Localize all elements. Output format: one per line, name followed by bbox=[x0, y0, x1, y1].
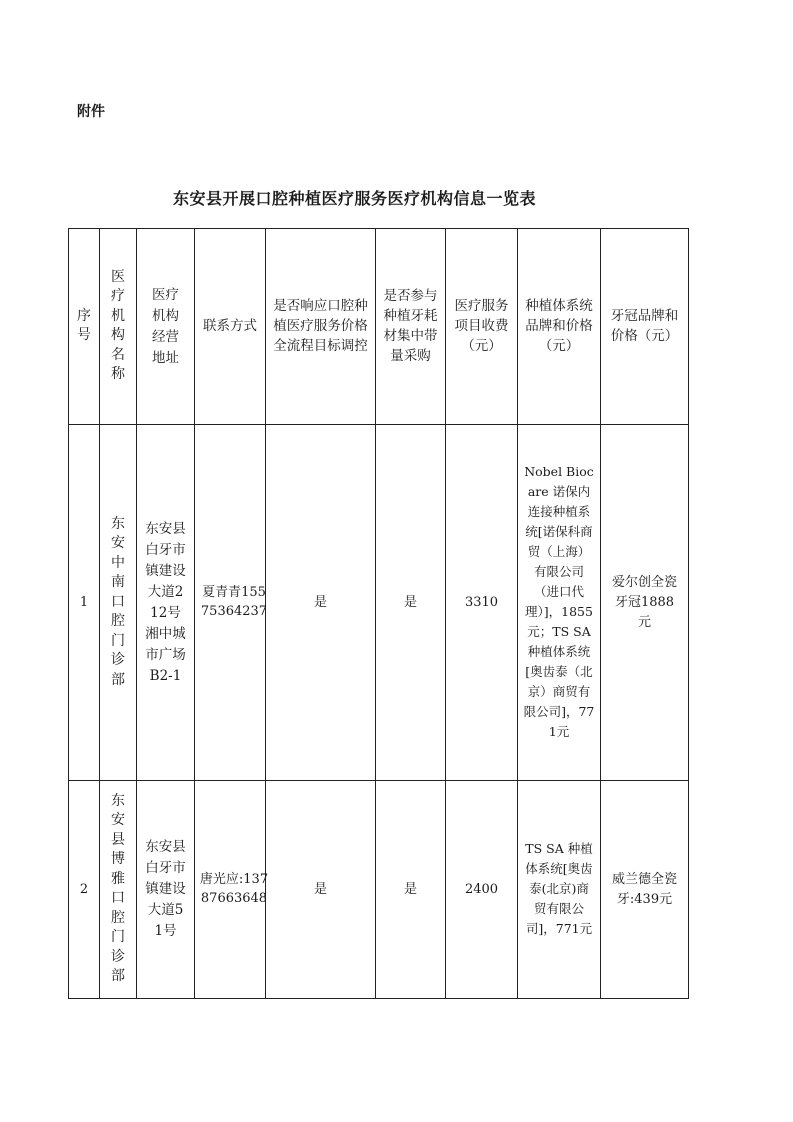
cell-service-fee: 3310 bbox=[446, 425, 518, 781]
cell-procurement: 是 bbox=[376, 781, 446, 999]
table-row bbox=[69, 425, 689, 781]
cell-implant: Nobel Biocare 诺保内连接种植系统[诺保科商贸（上海）有限公司（进口代理）]，1855元；TS SA 种植体系统[奥齿泰（北京）商贸有限公司]，771元 bbox=[518, 425, 601, 781]
cell-crown: 威兰德全瓷牙:439元 bbox=[601, 781, 689, 999]
cell-contact: 夏青青15575364237 bbox=[195, 425, 266, 781]
institution-table bbox=[68, 228, 689, 999]
cell-procurement: 是 bbox=[376, 425, 446, 781]
table-header-row bbox=[69, 229, 689, 425]
header-name: 医疗机构名称 bbox=[100, 229, 137, 425]
cell-contact: 唐光应:13787663648 bbox=[195, 781, 266, 999]
header-service-fee: 医疗服务项目收费（元） bbox=[446, 229, 518, 425]
cell-name: 东安中南口腔门诊部 bbox=[100, 425, 137, 781]
cell-seq: 1 bbox=[69, 425, 100, 781]
cell-crown: 爱尔创全瓷牙冠1888元 bbox=[601, 425, 689, 781]
cell-seq: 2 bbox=[69, 781, 100, 999]
header-address: 医疗机构经营地址 bbox=[137, 229, 195, 425]
header-price-control: 是否响应口腔种植医疗服务价格全流程目标调控 bbox=[266, 229, 376, 425]
cell-price-control: 是 bbox=[266, 781, 376, 999]
header-implant: 种植体系统品牌和价格（元） bbox=[518, 229, 601, 425]
attachment-label: 附件 bbox=[77, 104, 105, 120]
header-seq: 序号 bbox=[69, 229, 100, 425]
cell-implant: TS SA 种植体系统[奥齿泰(北京)商贸有限公司]，771元 bbox=[518, 781, 601, 999]
header-procurement: 是否参与种植牙耗材集中带量采购 bbox=[376, 229, 446, 425]
header-contact: 联系方式 bbox=[195, 229, 266, 425]
cell-address: 东安县白牙市镇建设大道51号 bbox=[137, 781, 195, 999]
cell-name: 东安县博雅口腔门诊部 bbox=[100, 781, 137, 999]
header-crown: 牙冠品牌和价格（元） bbox=[601, 229, 689, 425]
page-title: 东安县开展口腔种植医疗服务医疗机构信息一览表 bbox=[173, 189, 537, 208]
cell-service-fee: 2400 bbox=[446, 781, 518, 999]
cell-address: 东安县白牙市镇建设大道212号湘中城市广场B2-1 bbox=[137, 425, 195, 781]
table-row bbox=[69, 781, 689, 999]
cell-price-control: 是 bbox=[266, 425, 376, 781]
